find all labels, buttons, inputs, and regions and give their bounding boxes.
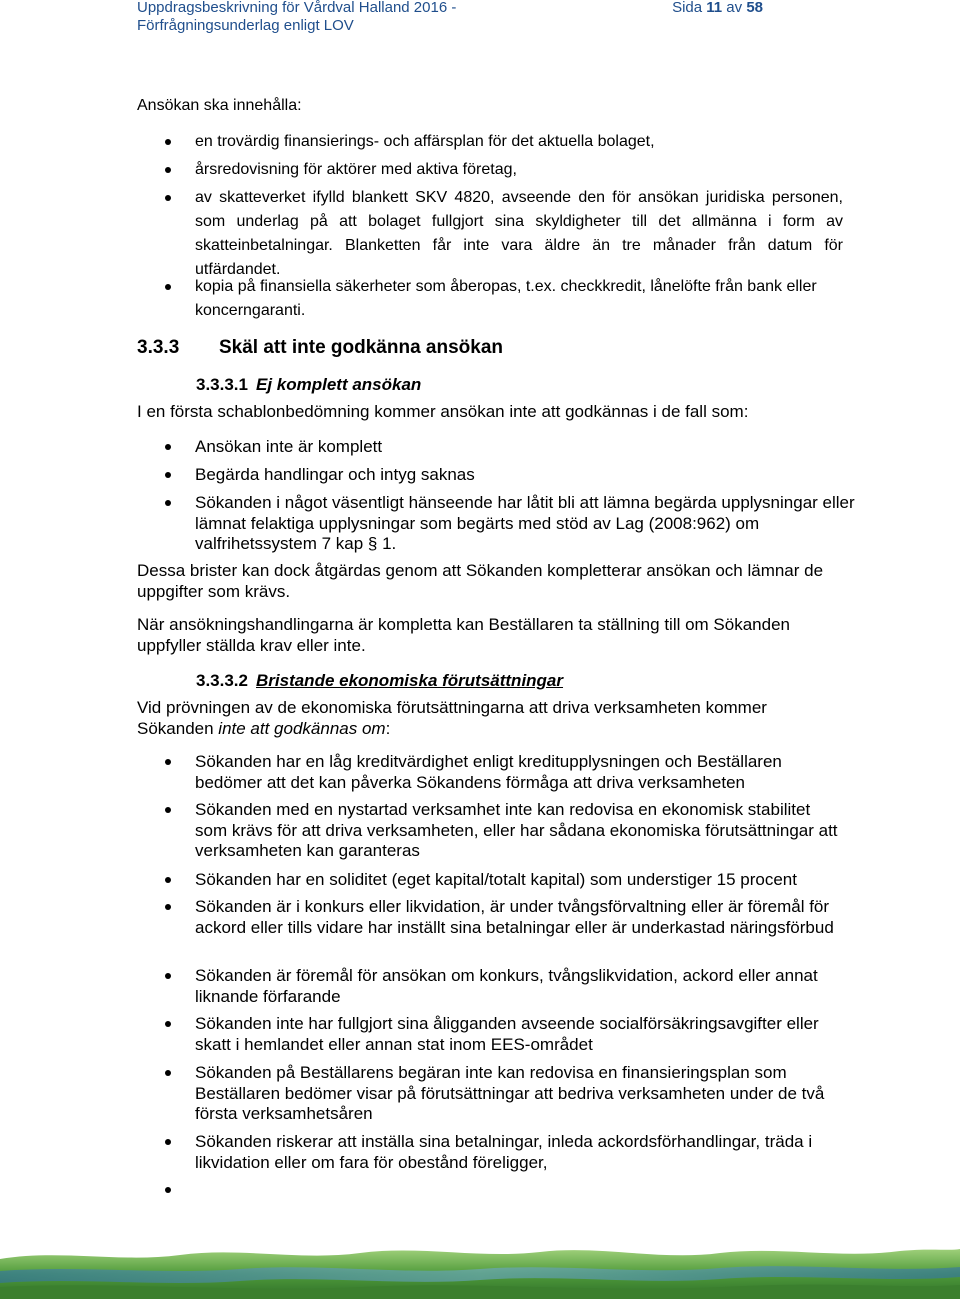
bullet-icon: [165, 195, 171, 201]
bullet-icon: [165, 444, 171, 450]
bullet-icon: [165, 1187, 171, 1193]
bullet-icon: [165, 904, 171, 910]
bullet-icon: [165, 973, 171, 979]
header-document-subtitle: Förfrågningsunderlag enligt LOV: [137, 17, 354, 34]
intro-text: Ansökan ska innehålla:: [137, 97, 302, 114]
bullet-icon: [165, 877, 171, 883]
bullet-icon: [165, 167, 171, 173]
bullet-icon: [165, 500, 171, 506]
paragraph: Dessa brister kan dock åtgärdas genom att Sökanden kompletterar ansökan och lämnar de uppgifter som krävs.: [137, 561, 824, 601]
bullet-icon: [165, 284, 171, 290]
bullet-icon: [165, 139, 171, 145]
page-header: [137, 0, 960, 40]
header-document-title: Uppdragsbeskrivning för Vårdval Halland 2016 -: [137, 0, 457, 16]
footer-grass-decoration: [0, 1237, 960, 1299]
bullet-icon: [165, 759, 171, 765]
bullet-icon: [165, 1070, 171, 1076]
paragraph: Vid prövningen av de ekonomiska förutsättningarna att driva verksamheten kommer Sökanden inte att godkännas om:: [137, 698, 767, 738]
paragraph: I en första schablonbedömning kommer ansökan inte att godkännas i de fall som:: [137, 402, 749, 421]
bullet-icon: [165, 472, 171, 478]
section-heading: 3.3.3 Skäl att inte godkänna ansökan: [137, 337, 504, 358]
subsection-heading-financial: 3.3.3.2 Bristande ekonomiska förutsättningar: [196, 671, 564, 690]
subsection-heading-incomplete: 3.3.3.1 Ej komplett ansökan: [196, 375, 422, 394]
page-number: Sida 11 av 58: [672, 0, 763, 16]
bullet-icon: [165, 1139, 171, 1145]
paragraph: När ansökningshandlingarna är kompletta kan Beställaren ta ställning till om Sökanden uppfyller ställda krav eller inte.: [137, 615, 790, 655]
bullet-icon: [165, 807, 171, 813]
bullet-icon: [165, 1021, 171, 1027]
